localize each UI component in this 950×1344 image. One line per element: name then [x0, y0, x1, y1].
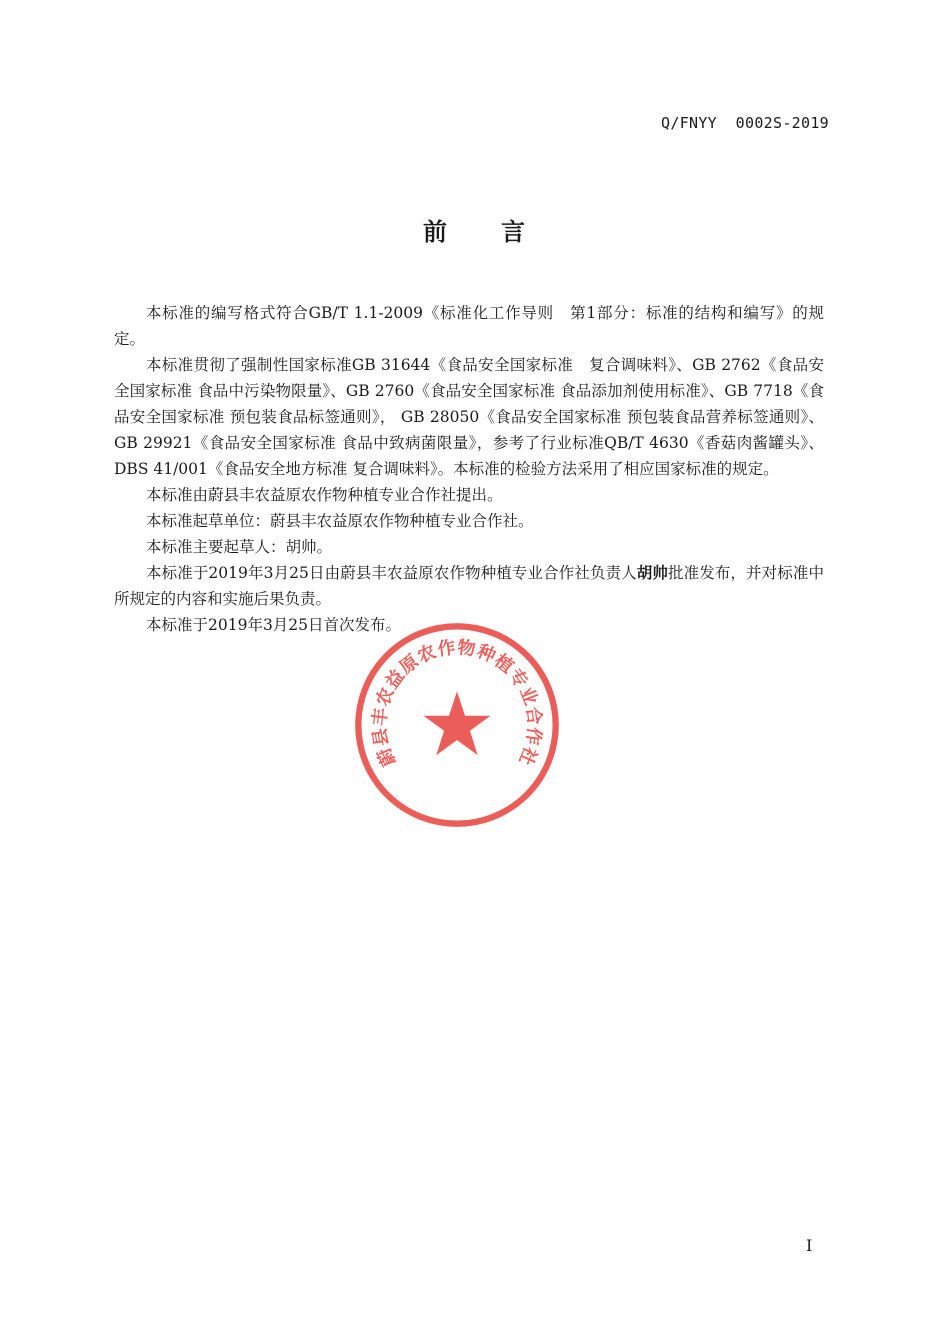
approval-text-before: 本标准于2019年3月25日由蔚县丰农益原农作物种植专业合作社负责人: [146, 564, 637, 582]
standard-code: Q/FNYY 0002S-2019: [661, 114, 829, 132]
seal-star-icon: [424, 691, 491, 755]
seal-outer-ring: [358, 626, 555, 823]
paragraph-format: 本标准的编写格式符合GB/T 1.1-2009《标准化工作导则 第1部分：标准的结构和编写》的规定。: [114, 304, 824, 348]
paragraph-references: 本标准贯彻了强制性国家标准GB 31644《食品安全国家标准 复合调味料》、GB 2762《食品安全国家标准 食品中污染物限量》、GB 2760《食品安全国家标准 食品添加剂使用标准》、GB 7718《食品安全国家标准 预包装食品标签通则》， GB 28050《食品安全国家标准 预包装食品营养标签通则》、GB 29921《食品安全国家标准 食品中致病菌限量》，参考了行业标准QB/T 4630《香菇肉酱罐头》、DBS 41/001《食品安全地方标准 复合调味料》。本标准的检验方法采用了相应国家标准的规定。: [114, 356, 824, 478]
approval-text-after: 批准发布，并对标准中所规定的内容和实施后果负责。: [114, 564, 824, 608]
foreword-body: [114, 300, 824, 638]
official-seal: [352, 620, 562, 830]
paragraph-proposer: 本标准由蔚县丰农益原农作物种植专业合作社提出。: [146, 486, 503, 504]
paragraph-drafting-unit: 本标准起草单位：蔚县丰农益原农作物种植专业合作社。: [146, 512, 534, 530]
paragraph-drafter: 本标准主要起草人：胡帅。: [146, 538, 333, 556]
page-title: [0, 212, 950, 247]
title-char-2: 言: [501, 218, 527, 246]
page-number: I: [806, 1236, 813, 1255]
title-char-1: 前: [423, 218, 449, 246]
paragraph-approval: [114, 560, 824, 612]
paragraph-first-release: 本标准于2019年3月25日首次发布。: [146, 616, 402, 634]
seal-text: 蔚县丰农益原农作物种植专业合作社: [369, 637, 545, 770]
approver-name: 胡帅: [636, 563, 668, 582]
